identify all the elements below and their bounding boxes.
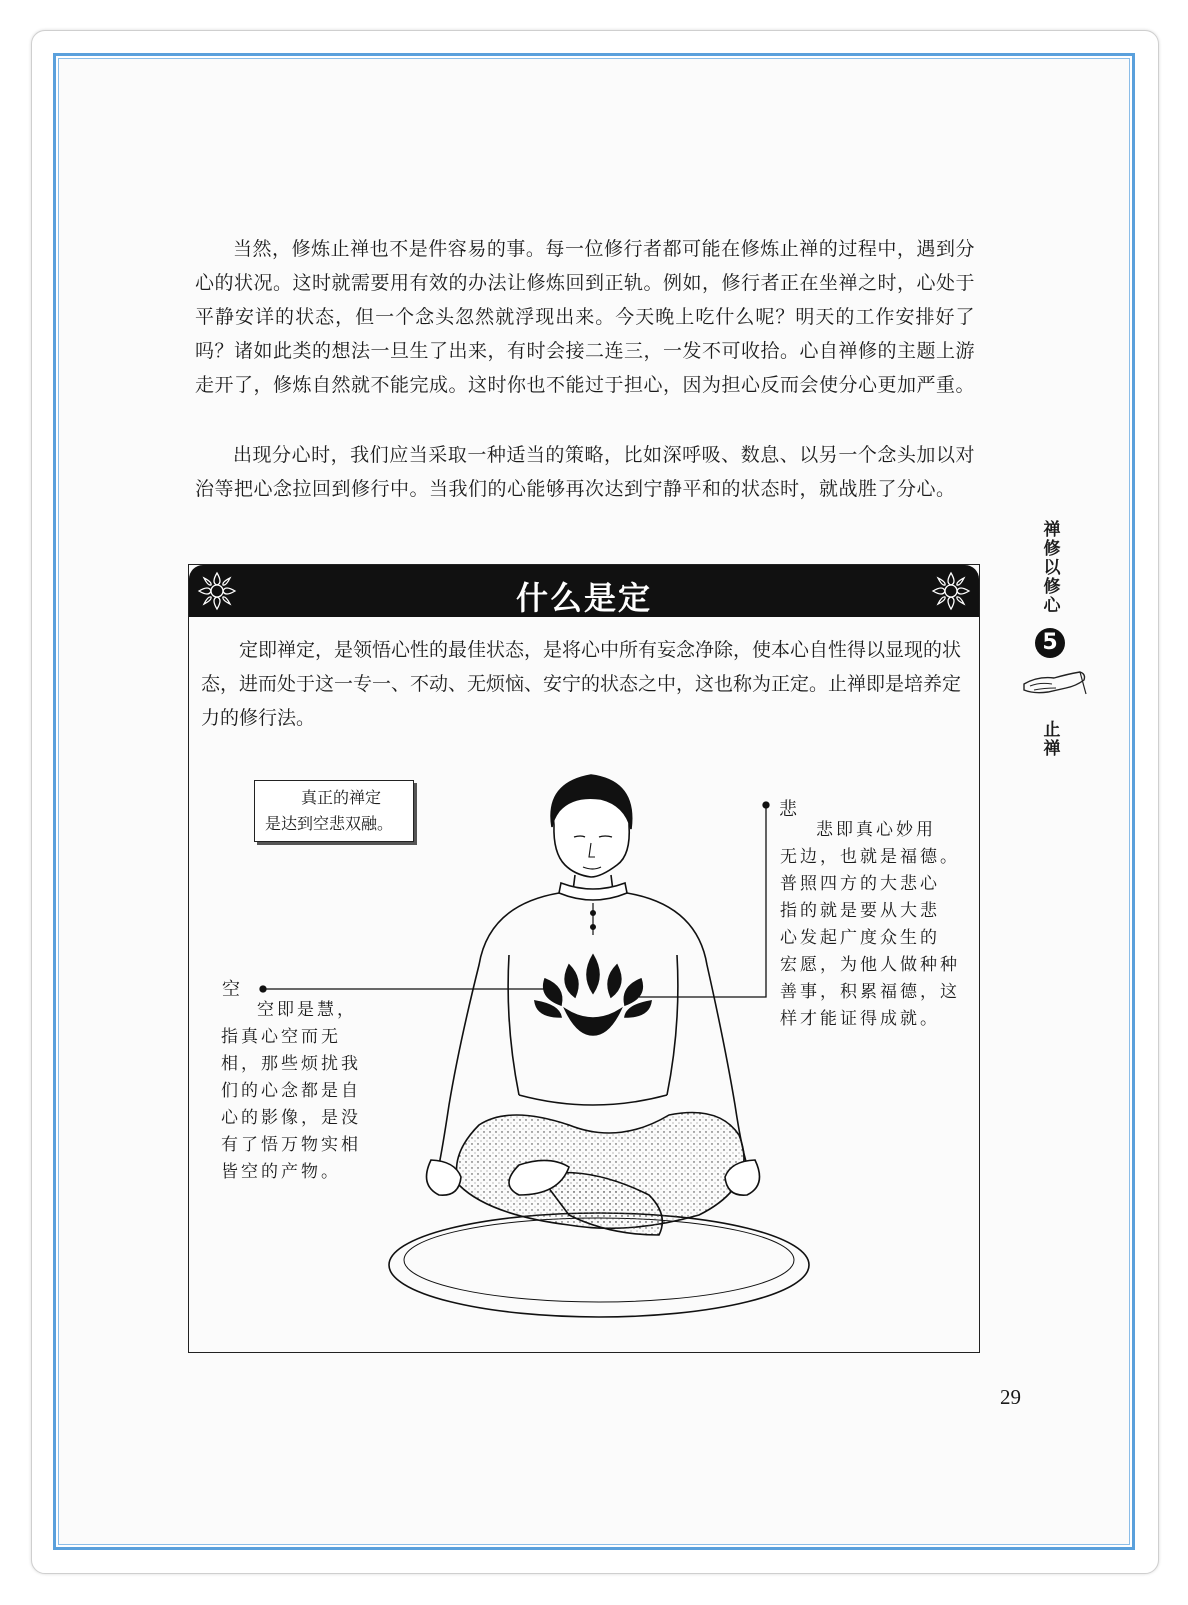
- compassion-line: 心发起广度众生的: [780, 928, 940, 948]
- compassion-line: 善事，积累福德，这: [780, 982, 960, 1002]
- caption-line: 是达到空悲双融。: [265, 814, 394, 833]
- paragraph-text: 出现分心时，我们应当采取一种适当的策略，比如深呼吸、数息、以另一个念头加以对治等把心念拉回到修行中。当我们的心能够再次达到宁静平和的状态时，就战胜了分心。: [195, 444, 975, 500]
- compassion-line: 样才能证得成就。: [780, 1009, 940, 1029]
- series-title: 禅修以修心: [1039, 520, 1060, 615]
- compassion-label: 悲: [779, 799, 797, 820]
- caption-line: 真正的禅定: [301, 788, 382, 807]
- emptiness-line: 相，那些烦扰我: [221, 1054, 361, 1074]
- body-paragraph-2: [195, 438, 975, 506]
- emptiness-line: 心的影像，是没: [221, 1108, 361, 1128]
- compassion-text: [780, 817, 960, 1033]
- emptiness-line: 指真心空而无: [221, 1027, 341, 1047]
- emptiness-line: 有了悟万物实相: [221, 1135, 361, 1155]
- hand-icon: [1020, 664, 1090, 700]
- compassion-line: 无边，也就是福德。: [780, 847, 960, 867]
- body-paragraph-1: [195, 232, 975, 402]
- page-number: 29: [1000, 1385, 1021, 1409]
- emptiness-line: 空即是慧，: [257, 1000, 357, 1020]
- compassion-line: 悲即真心妙用: [816, 820, 936, 840]
- what-is-ding-box: [188, 564, 980, 1353]
- emptiness-line: 们的心念都是自: [221, 1081, 361, 1101]
- emptiness-label: 空: [222, 979, 240, 1000]
- emptiness-line: 皆空的产物。: [221, 1162, 341, 1182]
- emptiness-text: [221, 997, 369, 1186]
- chapter-title: 止禅: [1039, 720, 1060, 758]
- compassion-line: 普照四方的大悲心: [780, 874, 940, 894]
- section-title: 什么是定: [515, 579, 652, 617]
- paragraph-text: 当然，修炼止禅也不是件容易的事。每一位修行者都可能在修炼止禅的过程中，遇到分心的状况。这时就需要用有效的办法让修炼回到正轨。例如，修行者正在坐禅之时，心处于平静安详的状态，但一个念头忽然就浮现出来。今天晚上吃什么呢？明天的工作安排好了吗？诸如此类的想法一旦生了出来，有时会接二连三，一发不可收拾。心自禅修的主题上游走开了，修炼自然就不能完成。这时你也不能过于担心，因为担心反而会使分心更加严重。: [195, 238, 976, 396]
- compassion-line: 指的就是要从大悲: [780, 901, 940, 921]
- definition-text: 定即禅定，是领悟心性的最佳状态，是将心中所有妄念净除，使本心自性得以显现的状态，进而处于这一专一、不动、无烦恼、安宁的状态之中，这也称为正定。止禅即是培养定力的修行法。: [201, 639, 962, 729]
- chapter-side-tab: [1020, 520, 1080, 763]
- chapter-number: 5: [1035, 628, 1065, 658]
- compassion-line: 宏愿，为他人做种种: [780, 955, 960, 975]
